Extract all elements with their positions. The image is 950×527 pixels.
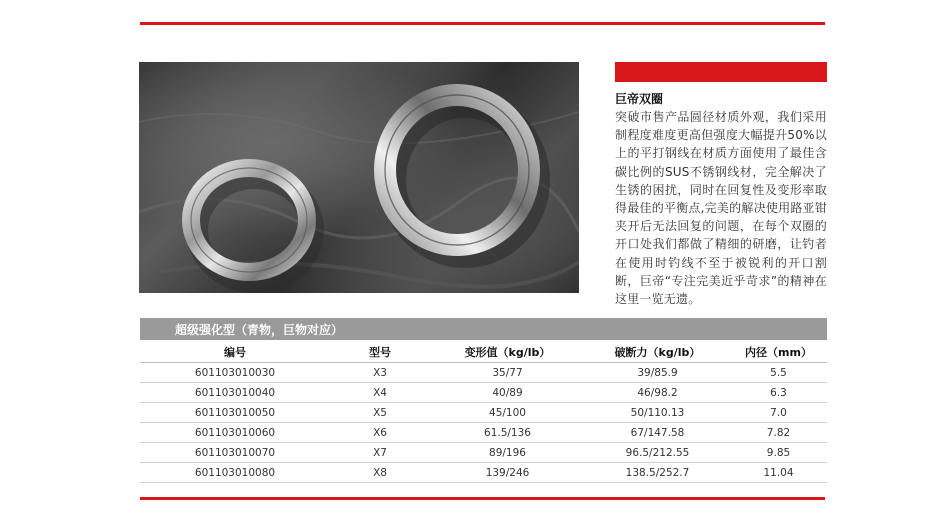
cell-model: X5 [330, 403, 430, 423]
cell-diameter: 9.85 [730, 443, 827, 463]
cell-model: X3 [330, 363, 430, 383]
cell-model: X6 [330, 423, 430, 443]
cell-break: 39/85.9 [585, 363, 730, 383]
table-row [140, 463, 827, 483]
cell-diameter: 7.82 [730, 423, 827, 443]
cell-deform: 61.5/136 [430, 423, 585, 443]
cell-code: 601103010060 [140, 423, 330, 443]
cell-deform: 40/89 [430, 383, 585, 403]
header-model: 型号 [330, 341, 430, 363]
cell-deform: 89/196 [430, 443, 585, 463]
cell-deform: 45/100 [430, 403, 585, 423]
header-deform: 变形值（kg/lb） [430, 341, 585, 363]
bottom-divider [140, 497, 825, 500]
cell-diameter: 6.3 [730, 383, 827, 403]
spec-table [140, 341, 827, 483]
product-description: 突破市售产品圆径材质外观，我们采用制程度难度更高但强度大幅提升50%以上的平打钢线在材质方面使用了最佳含碳比例的SUS不锈钢线材，完全解决了生锈的困扰，同时在回复性及变形率取得最佳的平衡点,完美的解决使用路亚钳夹开后无法回复的问题，在每个双圈的开口处我们都做了精细的研磨，让钓者在使用时钓线不至于被锐利的开口割断，巨帝“专注完美近乎苛求”的精神在这里一览无遗。 [615, 110, 827, 307]
cell-break: 67/147.58 [585, 423, 730, 443]
header-code: 编号 [140, 341, 330, 363]
cell-break: 50/110.13 [585, 403, 730, 423]
table-row [140, 403, 827, 423]
cell-deform: 35/77 [430, 363, 585, 383]
cell-code: 601103010040 [140, 383, 330, 403]
cell-model: X8 [330, 463, 430, 483]
split-rings-illustration [139, 62, 579, 293]
top-divider [140, 22, 825, 25]
cell-diameter: 5.5 [730, 363, 827, 383]
header-diameter: 内径（mm） [730, 341, 827, 363]
cell-diameter: 7.0 [730, 403, 827, 423]
cell-code: 601103010080 [140, 463, 330, 483]
cell-break: 138.5/252.7 [585, 463, 730, 483]
cell-break: 96.5/212.55 [585, 443, 730, 463]
cell-code: 601103010030 [140, 363, 330, 383]
cell-deform: 139/246 [430, 463, 585, 483]
table-row [140, 383, 827, 403]
table-row [140, 363, 827, 383]
cell-model: X4 [330, 383, 430, 403]
accent-band [615, 62, 827, 82]
table-row [140, 423, 827, 443]
cell-diameter: 11.04 [730, 463, 827, 483]
cell-model: X7 [330, 443, 430, 463]
table-row [140, 443, 827, 463]
product-title: 巨帝双圈 [615, 92, 664, 106]
table-header-row [140, 341, 827, 363]
header-break: 破断力（kg/lb） [585, 341, 730, 363]
cell-code: 601103010050 [140, 403, 330, 423]
cell-code: 601103010070 [140, 443, 330, 463]
cell-break: 46/98.2 [585, 383, 730, 403]
product-photo [139, 62, 579, 293]
table-title: 超级强化型（青物，巨物对应） [175, 323, 344, 337]
